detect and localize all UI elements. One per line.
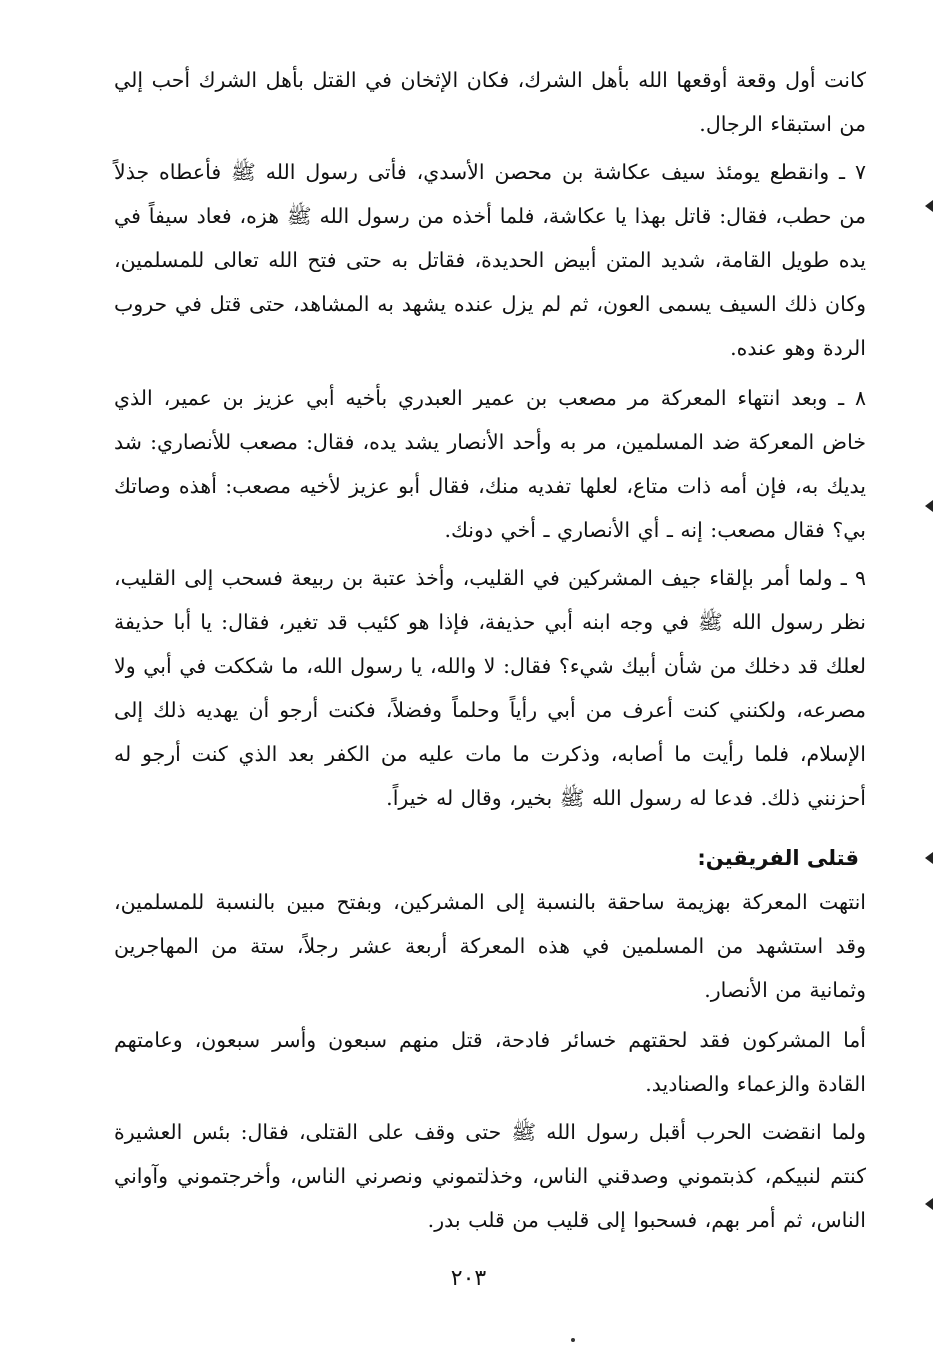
paragraph-casualties: انتهت المعركة بهزيمة ساحقة بالنسبة إلى المشركين، وبفتح مبين بالنسبة للمسلمين، وقد استشهد من المسلمين في هذه المعركة أربعة عشر رجلاً، ستة من المهاجرين وثمانية من الأنصار. [114,890,866,1002]
margin-mark-icon [925,1198,933,1210]
paragraph-polytheists-losses: أما المشركون فقد لحقتهم خسائر فادحة، قتل منهم سبعون وأسر سبعون، وعامتهم القادة والزعماء والصناديد. [114,1028,866,1096]
paragraph-8: ٨ ـ وبعد انتهاء المعركة مر مصعب بن عمير العبدري بأخيه أبي عزيز بن عمير، الذي خاض المعركة ضد المسلمين، مر به وأحد الأنصار يشد يده، فقال: مصعب للأنصاري: شد يديك به، فإن أمه ذات متاع، لعلها تفديه منك، فقال أبو عزيز لأخيه مصعب: أهذه وصاتك بي؟ فقال مصعب: إنه ـ أي الأنصاري ـ أخي دونك. [114,386,866,542]
paragraph-after-battle: ولما انقضت الحرب أقبل رسول الله ﷺ حتى وقف على القتلى، فقال: بئس العشيرة كنتم لنبيكم، كذبتموني وصدقني الناس، وخذلتموني ونصرني الناس، وأخرجتموني وآواني الناس، ثم أمر بهم، فسحبوا إلى قليب من قلب بدر. [114,1120,866,1232]
margin-mark-icon [925,200,933,212]
margin-mark-icon [925,500,933,512]
paragraph-intro: كانت أول وقعة أوقعها الله بأهل الشرك، فكان الإثخان في القتل بأهل الشرك أحب إلي من استبقاء الرجال. [114,68,866,136]
section-heading: قتلى الفريقين: [697,846,859,870]
paragraph-7: ٧ ـ وانقطع يومئذ سيف عكاشة بن محصن الأسدي، فأتى رسول الله ﷺ فأعطاه جذلاً من حطب، فقال: قاتل بهذا يا عكاشة، فلما أخذه من رسول الله ﷺ هزه، فعاد سيفاً في يده طويل القامة، شديد المتن أبيض الحديدة، فقاتل به حتى فتح الله تعالى للمسلمين، وكان ذلك السيف يسمى العون، ثم لم يزل عنده يشهد به المشاهد، حتى قتل في حروب الردة وهو عنده. [114,160,866,360]
scan-speck-icon [571,1338,575,1342]
page-number: ٢٠٣ [450,1266,487,1291]
margin-mark-icon [925,852,933,864]
paragraph-9: ٩ ـ ولما أمر بإلقاء جيف المشركين في القليب، وأخذ عتبة بن ربيعة فسحب إلى القليب، نظر رسول الله ﷺ في وجه ابنه أبي حذيفة، فإذا هو كئيب قد تغير، فقال: يا أبا حذيفة لعلك قد دخلك من شأن أبيك شيء؟ فقال: لا والله، يا رسول الله، ما شككت في أبي ولا مصرعه، ولكنني كنت أعرف من أبي رأياً وحلماً وفضلاً، فكنت أرجو أن يهديه ذلك إلى الإسلام، فلما رأيت ما أصابه، وذكرت ما مات عليه من الكفر بعد الذي كنت أرجو له أحزنني ذلك. فدعا له رسول الله ﷺ بخير، وقال له خيراً. [114,566,866,810]
